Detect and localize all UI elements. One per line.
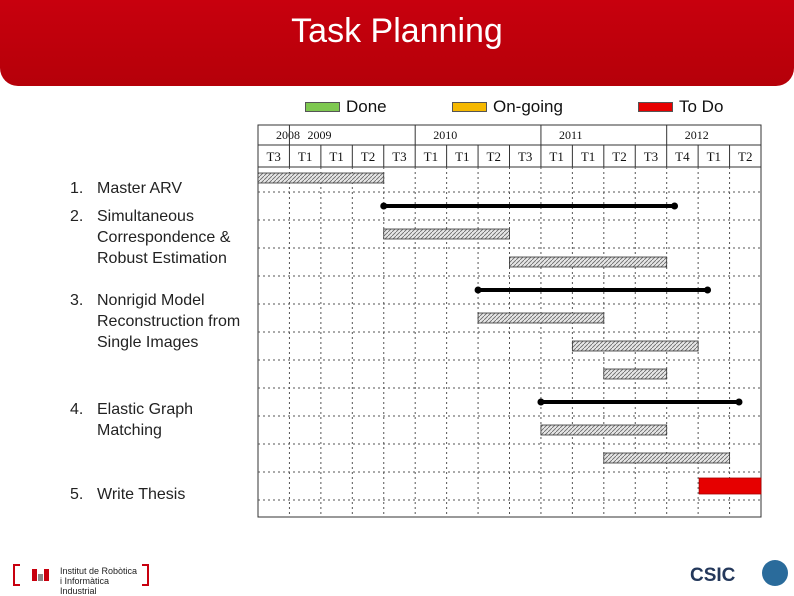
institute-name-line1: Institut de Robòtica (60, 566, 138, 576)
period-label: T3 (643, 149, 659, 164)
legend-done-label: Done (346, 97, 387, 116)
period-label: T1 (455, 149, 470, 164)
period-label: T1 (297, 149, 313, 164)
task-bar (258, 173, 384, 183)
period-label: T3 (517, 149, 533, 164)
period-label: T1 (706, 149, 722, 164)
period-label: T4 (675, 149, 690, 164)
year-label: 2010 (433, 128, 458, 142)
year-label: 2011 (558, 128, 583, 142)
task-label: Master ARV (97, 180, 183, 197)
task-number: 1. (70, 180, 84, 197)
task-number: 2. (70, 208, 84, 225)
legend-ongoing-label: On-going (493, 97, 563, 116)
period-label: T3 (392, 149, 407, 164)
task-bar (572, 341, 698, 351)
period-label: T2 (486, 149, 502, 164)
task-label: Write Thesis (97, 486, 186, 503)
csic-logo: CSIC (690, 565, 736, 586)
task-bar (604, 369, 667, 379)
period-label: T3 (266, 149, 281, 164)
task-label: Nonrigid Model Reconstruction from Single Images (97, 292, 241, 351)
task-label: Elastic Graph Matching (97, 401, 194, 439)
summary-end-marker (704, 287, 711, 294)
task-label: Simultaneous Correspondence & Robust Estimation (97, 208, 231, 267)
summary-start-marker (380, 203, 387, 210)
institute-name-line2: i Informàtica Industrial (60, 576, 110, 596)
year-label: 2009 (307, 128, 332, 142)
period-label: T1 (580, 149, 596, 164)
period-label: T1 (549, 149, 564, 164)
period-label: T2 (612, 149, 627, 164)
upc-logo (762, 560, 788, 586)
todo-bar (699, 478, 761, 494)
task-bar (604, 453, 730, 463)
period-label: T2 (360, 149, 376, 164)
period-label: T2 (738, 149, 753, 164)
task-bar (510, 257, 667, 267)
year-label: 2012 (684, 128, 709, 142)
summary-start-marker (475, 287, 482, 294)
task-number: 3. (70, 292, 84, 309)
summary-start-marker (537, 399, 544, 406)
legend-todo-label: To Do (679, 97, 724, 116)
year-label: 2008 (276, 128, 300, 142)
task-number: 4. (70, 401, 84, 418)
task-bar (478, 313, 604, 323)
task-bar (384, 229, 510, 239)
period-label: T1 (329, 149, 344, 164)
task-bar (541, 425, 667, 435)
summary-end-marker (735, 399, 742, 406)
task-number: 5. (70, 486, 84, 503)
page-title: Task Planning (291, 12, 503, 50)
summary-end-marker (671, 203, 678, 210)
period-label: T1 (423, 149, 439, 164)
